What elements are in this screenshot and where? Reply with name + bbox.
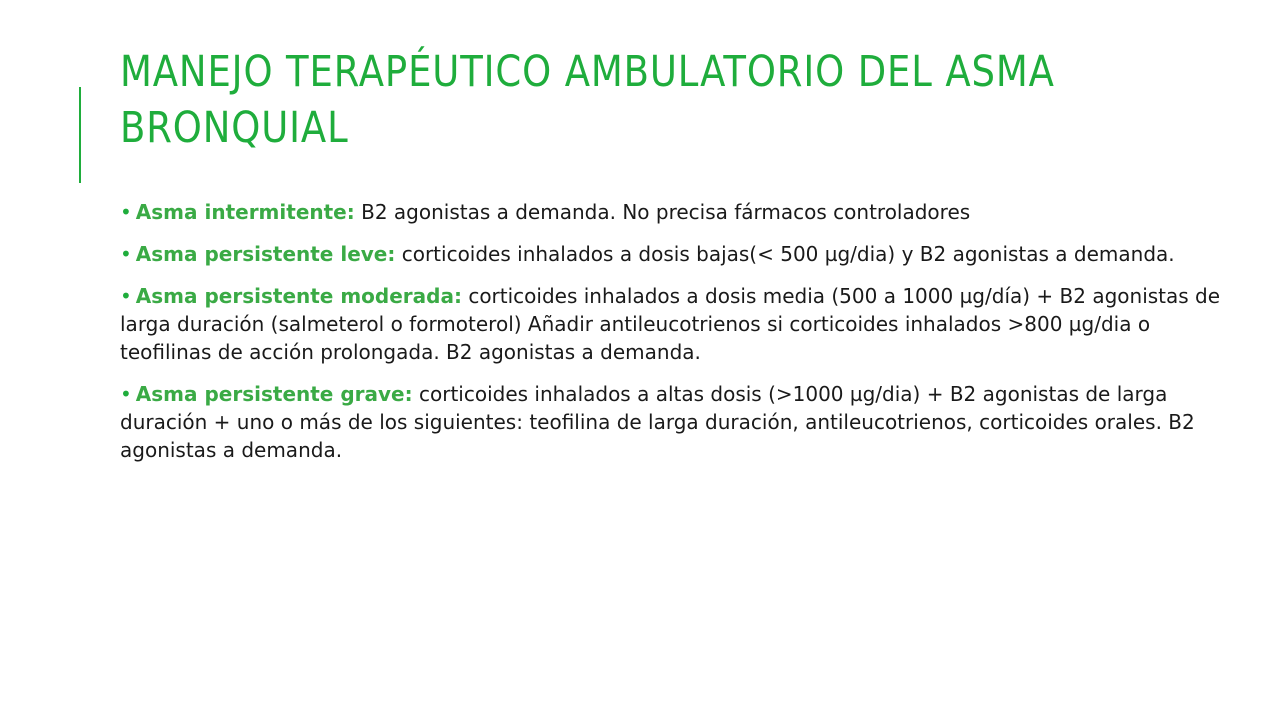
bullet-term: Asma persistente moderada: xyxy=(135,284,462,308)
bullet-term: Asma persistente leve: xyxy=(135,242,396,266)
bullet-list xyxy=(120,198,1240,478)
bullet-text: corticoides inhalados a altas dosis (>1000 µg/dia) + B2 agonistas de larga duración + uno o más de los siguientes: teofilina de larga duración, antileucotrienos, corticoides orales. B2 agonistas a demanda. xyxy=(120,382,1195,462)
bullet-text: corticoides inhalados a dosis bajas(< 500 µg/dia) y B2 agonistas a demanda. xyxy=(395,242,1175,266)
bullet-item-asma-intermitente xyxy=(120,198,1240,226)
bullet-icon: • xyxy=(120,242,132,266)
bullet-icon: • xyxy=(120,200,132,224)
bullet-text: B2 agonistas a demanda. No precisa fármacos controladores xyxy=(354,200,971,224)
title-accent-bar xyxy=(79,87,81,183)
bullet-icon: • xyxy=(120,284,132,308)
bullet-term: Asma persistente grave: xyxy=(135,382,413,406)
slide-title: MANEJO TERAPÉUTICO AMBULATORIO DEL ASMA BRONQUIAL xyxy=(120,47,1055,153)
bullet-item-asma-persistente-moderada xyxy=(120,282,1240,366)
bullet-icon: • xyxy=(120,382,132,406)
bullet-item-asma-persistente-leve xyxy=(120,240,1240,268)
bullet-term: Asma intermitente: xyxy=(135,200,355,224)
bullet-item-asma-persistente-grave xyxy=(120,380,1240,464)
bullet-text: corticoides inhalados a dosis media (500 a 1000 µg/día) + B2 agonistas de larga duración (salmeterol o formoterol) Añadir antileucotrienos si corticoides inhalados >800 µg/dia o teofilinas de acción prolongada. B2 agonistas a demanda. xyxy=(120,284,1221,364)
